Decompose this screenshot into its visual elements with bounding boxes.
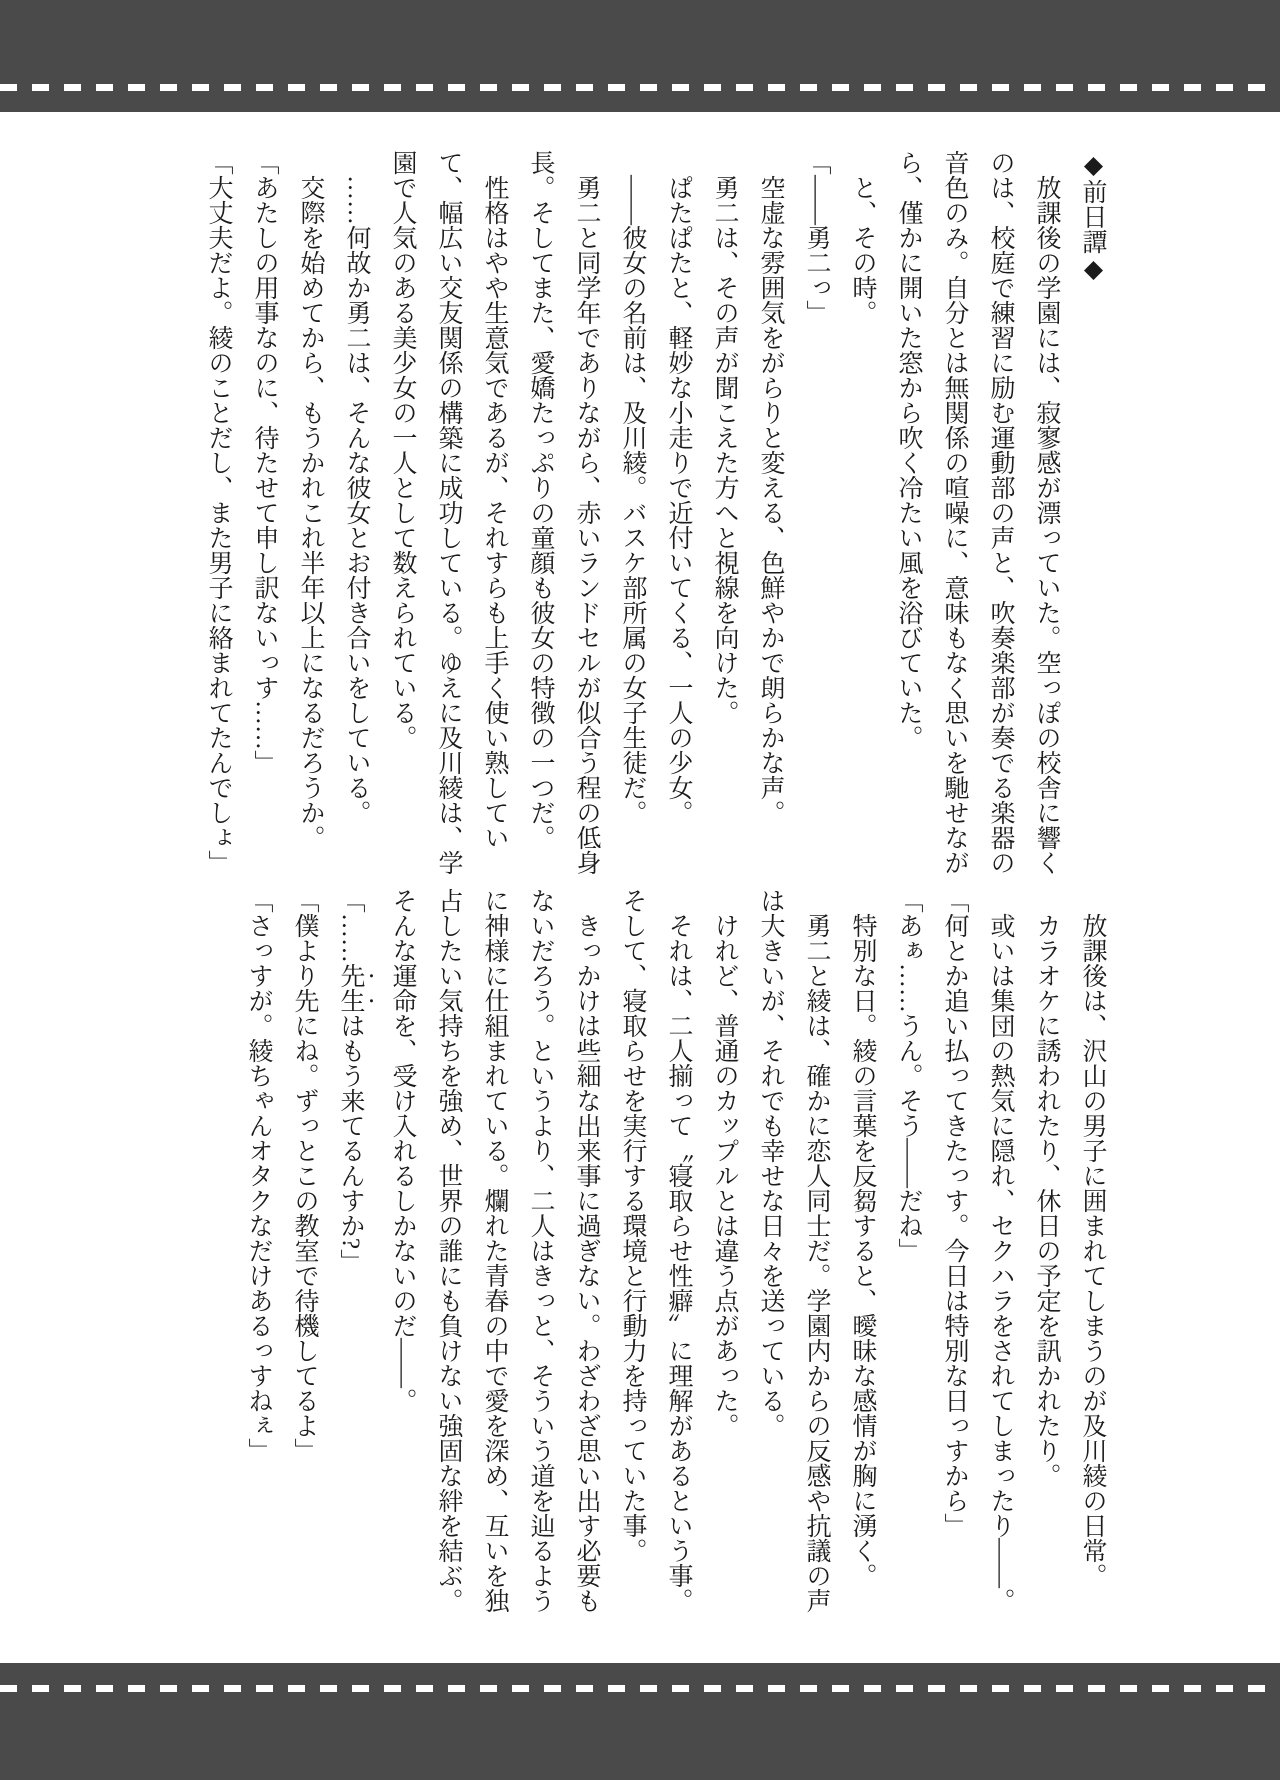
paragraph: 勇二と同学年でありながら、赤いランドセルが似合う程の低身長。そしてまた、愛嬌たっぷりの童顔も彼女の特徴の一つだ。 [527, 150, 600, 875]
paragraph: ぱたぱたと、軽妙な小走りで近付いてくる、一人の少女。 [665, 175, 692, 825]
paragraph: 「何とか追い払ってきたっす。今日は特別な日っすから」 [941, 888, 968, 1538]
paragraph: 性格はやや生意気であるが、それすらも上手く使い熟していて、幅広い交友関係の構築に成功している。ゆえに及川綾は、学園で人気のある美少女の一人として数えられている。 [389, 150, 508, 875]
paragraph: 「……先生はもう来てるんすか?」 [337, 888, 364, 1275]
paragraph: けれど、普通のカップルとは違う点があった。 [711, 913, 738, 1438]
paragraph: 勇二と綾は、確かに恋人同士だ。学園内からの反感や抗議の声は大きいが、それでも幸せな日々を送っている。 [757, 888, 830, 1613]
paragraph: 交際を始めてから、もうかれこれ半年以上になるだろうか。 [297, 175, 324, 850]
bottom-dashed-line [0, 1685, 1280, 1692]
bottom-border-bar [0, 1663, 1280, 1780]
paragraph: と、その時。 [849, 175, 876, 325]
top-dashed-line [0, 84, 1280, 91]
paragraph: 「あぁ……うん。そう――だね」 [895, 888, 922, 1263]
paragraph: ――彼女の名前は、及川綾。バスケ部所属の女子生徒だ。 [619, 175, 646, 825]
paragraph: 或いは集団の熱気に隠れ、セクハラをされてしまったり――。 [987, 913, 1014, 1613]
section-heading: ◆前日譚◆ [1079, 150, 1106, 283]
paragraph: ……何故か勇二は、そんな彼女とお付き合いをしている。 [343, 175, 370, 825]
paragraph: 「さっすが。綾ちゃんオタクなだけあるっすねぇ」 [245, 888, 272, 1463]
present-day-section [235, 888, 1115, 1625]
paragraph: 勇二は、その声が聞こえた方へと視線を向けた。 [711, 175, 738, 725]
paragraph: 空虚な雰囲気をがらりと変える、色鮮やかで朗らかな声。 [757, 175, 784, 825]
prologue-section [195, 150, 1115, 887]
paragraph: 放課後は、沢山の男子に囲まれてしまうのが及川綾の日常。 [1079, 913, 1106, 1588]
paragraph: きっかけは些細な出来事に過ぎない。わざわざ思い出す必要もないだろう。というより、二人はきっと、そういう道を辿るように神様に仕組まれている。爛れた青春の中で愛を深め、互いを独占したい気持ちを強め、世界の誰にも負けない強固な絆を結ぶ。そんな運命を、受け入れるしかないのだ――。 [389, 888, 600, 1613]
paragraph: 「あたしの用事なのに、待たせて申し訳ないっす……」 [251, 150, 278, 775]
paragraph: 「僕より先にね。ずっとこの教室で待機してるよ」 [291, 888, 318, 1463]
paragraph: 「大丈夫だよ。綾のことだし、また男子に絡まれてたんでしょ」 [205, 150, 232, 875]
paragraph: 「――勇二っ」 [803, 150, 830, 325]
paragraph: それは、二人揃って〝寝取らせ性癖〟に理解があるという事。そして、寝取らせを実行する環境と行動力を持っていた事。 [619, 888, 692, 1613]
paragraph: 放課後の学園には、寂寥感が漂っていた。空っぽの校舎に響くのは、校庭で練習に励む運動部の声と、吹奏楽部が奏でる楽器の音色のみ。自分とは無関係の喧噪に、意味もなく思いを馳せながら、僅かに開いた窓から吹く冷たい風を浴びていた。 [895, 150, 1060, 875]
paragraph: カラオケに誘われたり、休日の予定を訊かれたり。 [1033, 913, 1060, 1488]
emphasized-text: 先生 [337, 963, 364, 1013]
paragraph: 特別な日。綾の言葉を反芻すると、曖昧な感情が胸に湧く。 [849, 913, 876, 1588]
top-border-bar [0, 0, 1280, 112]
